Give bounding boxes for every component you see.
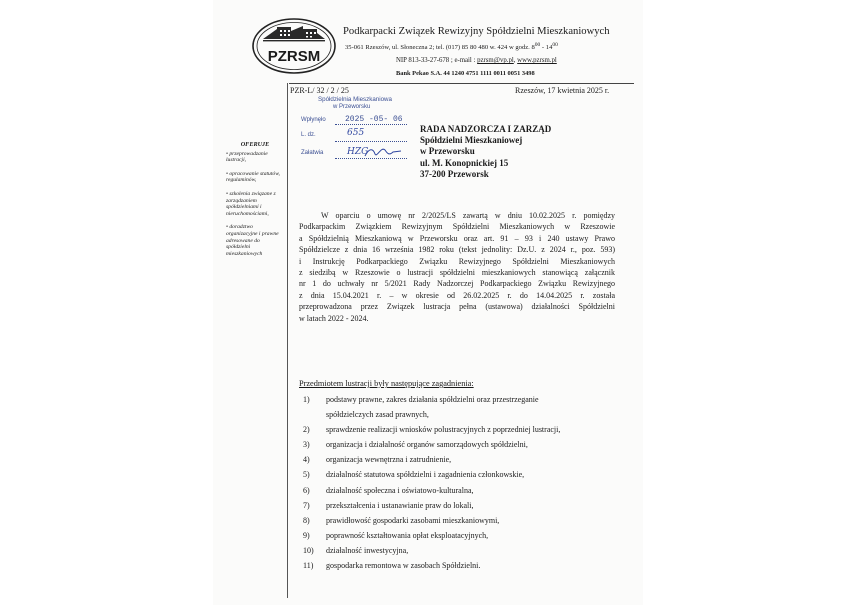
paragraph-line: Podkarpackim Związkiem Rewizyjnym Spółdzielni Mieszkaniowych w Rzeszowie (299, 222, 615, 232)
list-item: 9) poprawność kształtowania opłat eksploatacyjnych, (303, 530, 489, 540)
paragraph-line: W oparciu o umowę nr 2/2025/LS zawartą w dniu 10.02.2025 r. pomiędzy (321, 211, 615, 220)
sidebar-item: • szkolenia związane z zarządzaniem spółdzielniami i nieruchomościami, (226, 190, 276, 217)
stamp-town: w Przeworsku (333, 104, 371, 110)
recipient-block (420, 124, 551, 180)
sidebar-title: OFERUJE (240, 141, 270, 148)
stamp-line (335, 158, 407, 159)
paragraph-line: z dnia 15.04.2021 r. – w okresie od 26.02.2025 r. do 14.04.2025 r. została (299, 290, 615, 300)
list-item: 6) działalność społeczna i oświatowo-kulturalna, (303, 485, 474, 495)
stamp-number-label: L. dz. (301, 132, 316, 138)
list-item: 2) sprawdzenie realizacji wniosków polustracyjnych z poprzedniej lustracji, (303, 425, 561, 435)
recipient-line: RADA NADZORCZA I ZARZĄD (420, 124, 552, 134)
paragraph-line: Spółdzielcze z dnia 16 września 1982 roku (tekst jednolity: Dz.U. z 2024 r., poz. 593) (299, 245, 615, 255)
stamp-received-date: 2025 -05- 06 (345, 115, 403, 124)
stamp-handled-label: Załatwia (301, 150, 324, 156)
list-item: 8) prawidłowość gospodarki zasobami mieszkaniowymi, (303, 515, 500, 525)
subjects-list (303, 392, 560, 573)
paragraph-line: a Spółdzielnią Mieszkaniową w Przeworsku oraz art. 91 – 93 i 240 ustawy Prawo (299, 233, 615, 243)
stamp-title: Spółdzielnia Mieszkaniowa (318, 96, 392, 103)
recipient-line: Spółdzielni Mieszkaniowej (420, 135, 523, 146)
list-item: 5) działalność statutowa spółdzielni i zagadnienia członkowskie, (303, 470, 525, 480)
logo-text: PZRSM (267, 48, 321, 65)
margin-divider (287, 83, 288, 598)
sidebar-item: • przeprowadzanie lustracji, (226, 150, 268, 164)
stamp-line (335, 141, 407, 142)
subjects-heading: Przedmiotem lustracji były następujące zagadnienia: (299, 379, 474, 388)
sidebar-item: • opracowanie statutów, regulaminów, (226, 170, 280, 184)
paragraph-line: przeprowadzona przez Związek lustracja pełna (ustawowa) działalności Spółdzielni (299, 302, 615, 312)
pzrsm-logo (251, 17, 337, 75)
paragraph-line: nr 1 do uchwały nr 5/2021 Rady Nadzorczej Podkarpackiego Związku Rewizyjnego (299, 279, 615, 289)
sidebar-item: • doradztwo organizacyjne i prawne adresowane do spółdzielni mieszkaniowych (226, 224, 279, 257)
body-paragraph (299, 210, 615, 324)
list-item: 7) przekształcenia i ustanawianie praw do lokali, (303, 500, 474, 510)
website-link[interactable]: www.pzrsm.pl (517, 57, 557, 64)
letter-date: Rzeszów, 17 kwietnia 2025 r. (515, 86, 610, 95)
organization-address: 35-061 Rzeszów, ul. Słoneczna 2; tel. (017) 85 80 480 w. 424 w godz. $8^{00} - 14^{00}$ (345, 42, 558, 52)
stamp-line (335, 124, 407, 125)
services-sidebar (226, 142, 284, 264)
paragraph-line: i Instrukcję Podkarpackiego Związku Rewizyjnego Spółdzielni Mieszkaniowych (299, 256, 615, 266)
received-stamp (301, 95, 411, 163)
letter-reference: PZR-L/ 32 / 2 / 25 (290, 86, 349, 95)
stamp-number-value: 655 (347, 128, 365, 138)
list-item: spółdzielczych zasad prawnych, (326, 410, 429, 420)
bank-account: Bank Pekao S.A. 44 1240 4751 1111 0011 0051 3498 (396, 70, 535, 77)
list-item: 1) podstawy prawne, zakres działania spółdzielni oraz przestrzeganie (303, 395, 539, 404)
list-item: 10) działalność inwestycyjna, (303, 545, 409, 555)
email-link[interactable]: pzrsm@vp.pl (477, 57, 514, 64)
list-item: 11) gospodarka remontowa w zasobach Spółdzielni. (303, 561, 481, 571)
organization-contact: NIP 813-33-27-678 ; e-mail : pzrsm@vp.pl, www.pzrsm.pl (396, 57, 557, 64)
stamp-received-label: Wpłynęło (301, 117, 326, 123)
stamp-handled-value: HZG (347, 147, 369, 157)
organization-name: Podkarpacki Związek Rewizyjny Spółdzielni Mieszkaniowych (343, 26, 610, 37)
recipient-line: w Przeworsku (420, 146, 475, 157)
header-divider (289, 83, 634, 84)
list-item: 3) organizacja i działalność organów samorządowych spółdzielni, (303, 440, 528, 450)
paragraph-line: w latach 2022 - 2024. (299, 313, 369, 323)
list-item: 4) organizacja wewnętrzna i zatrudnienie, (303, 455, 452, 465)
recipient-line: 37-200 Przeworsk (420, 168, 489, 179)
paragraph-line: z siedzibą w Rzeszowie o lustracji spółdzielni mieszkaniowych stanowiącą załącznik (299, 268, 615, 278)
recipient-line: ul. M. Konopnickiej 15 (420, 157, 509, 168)
